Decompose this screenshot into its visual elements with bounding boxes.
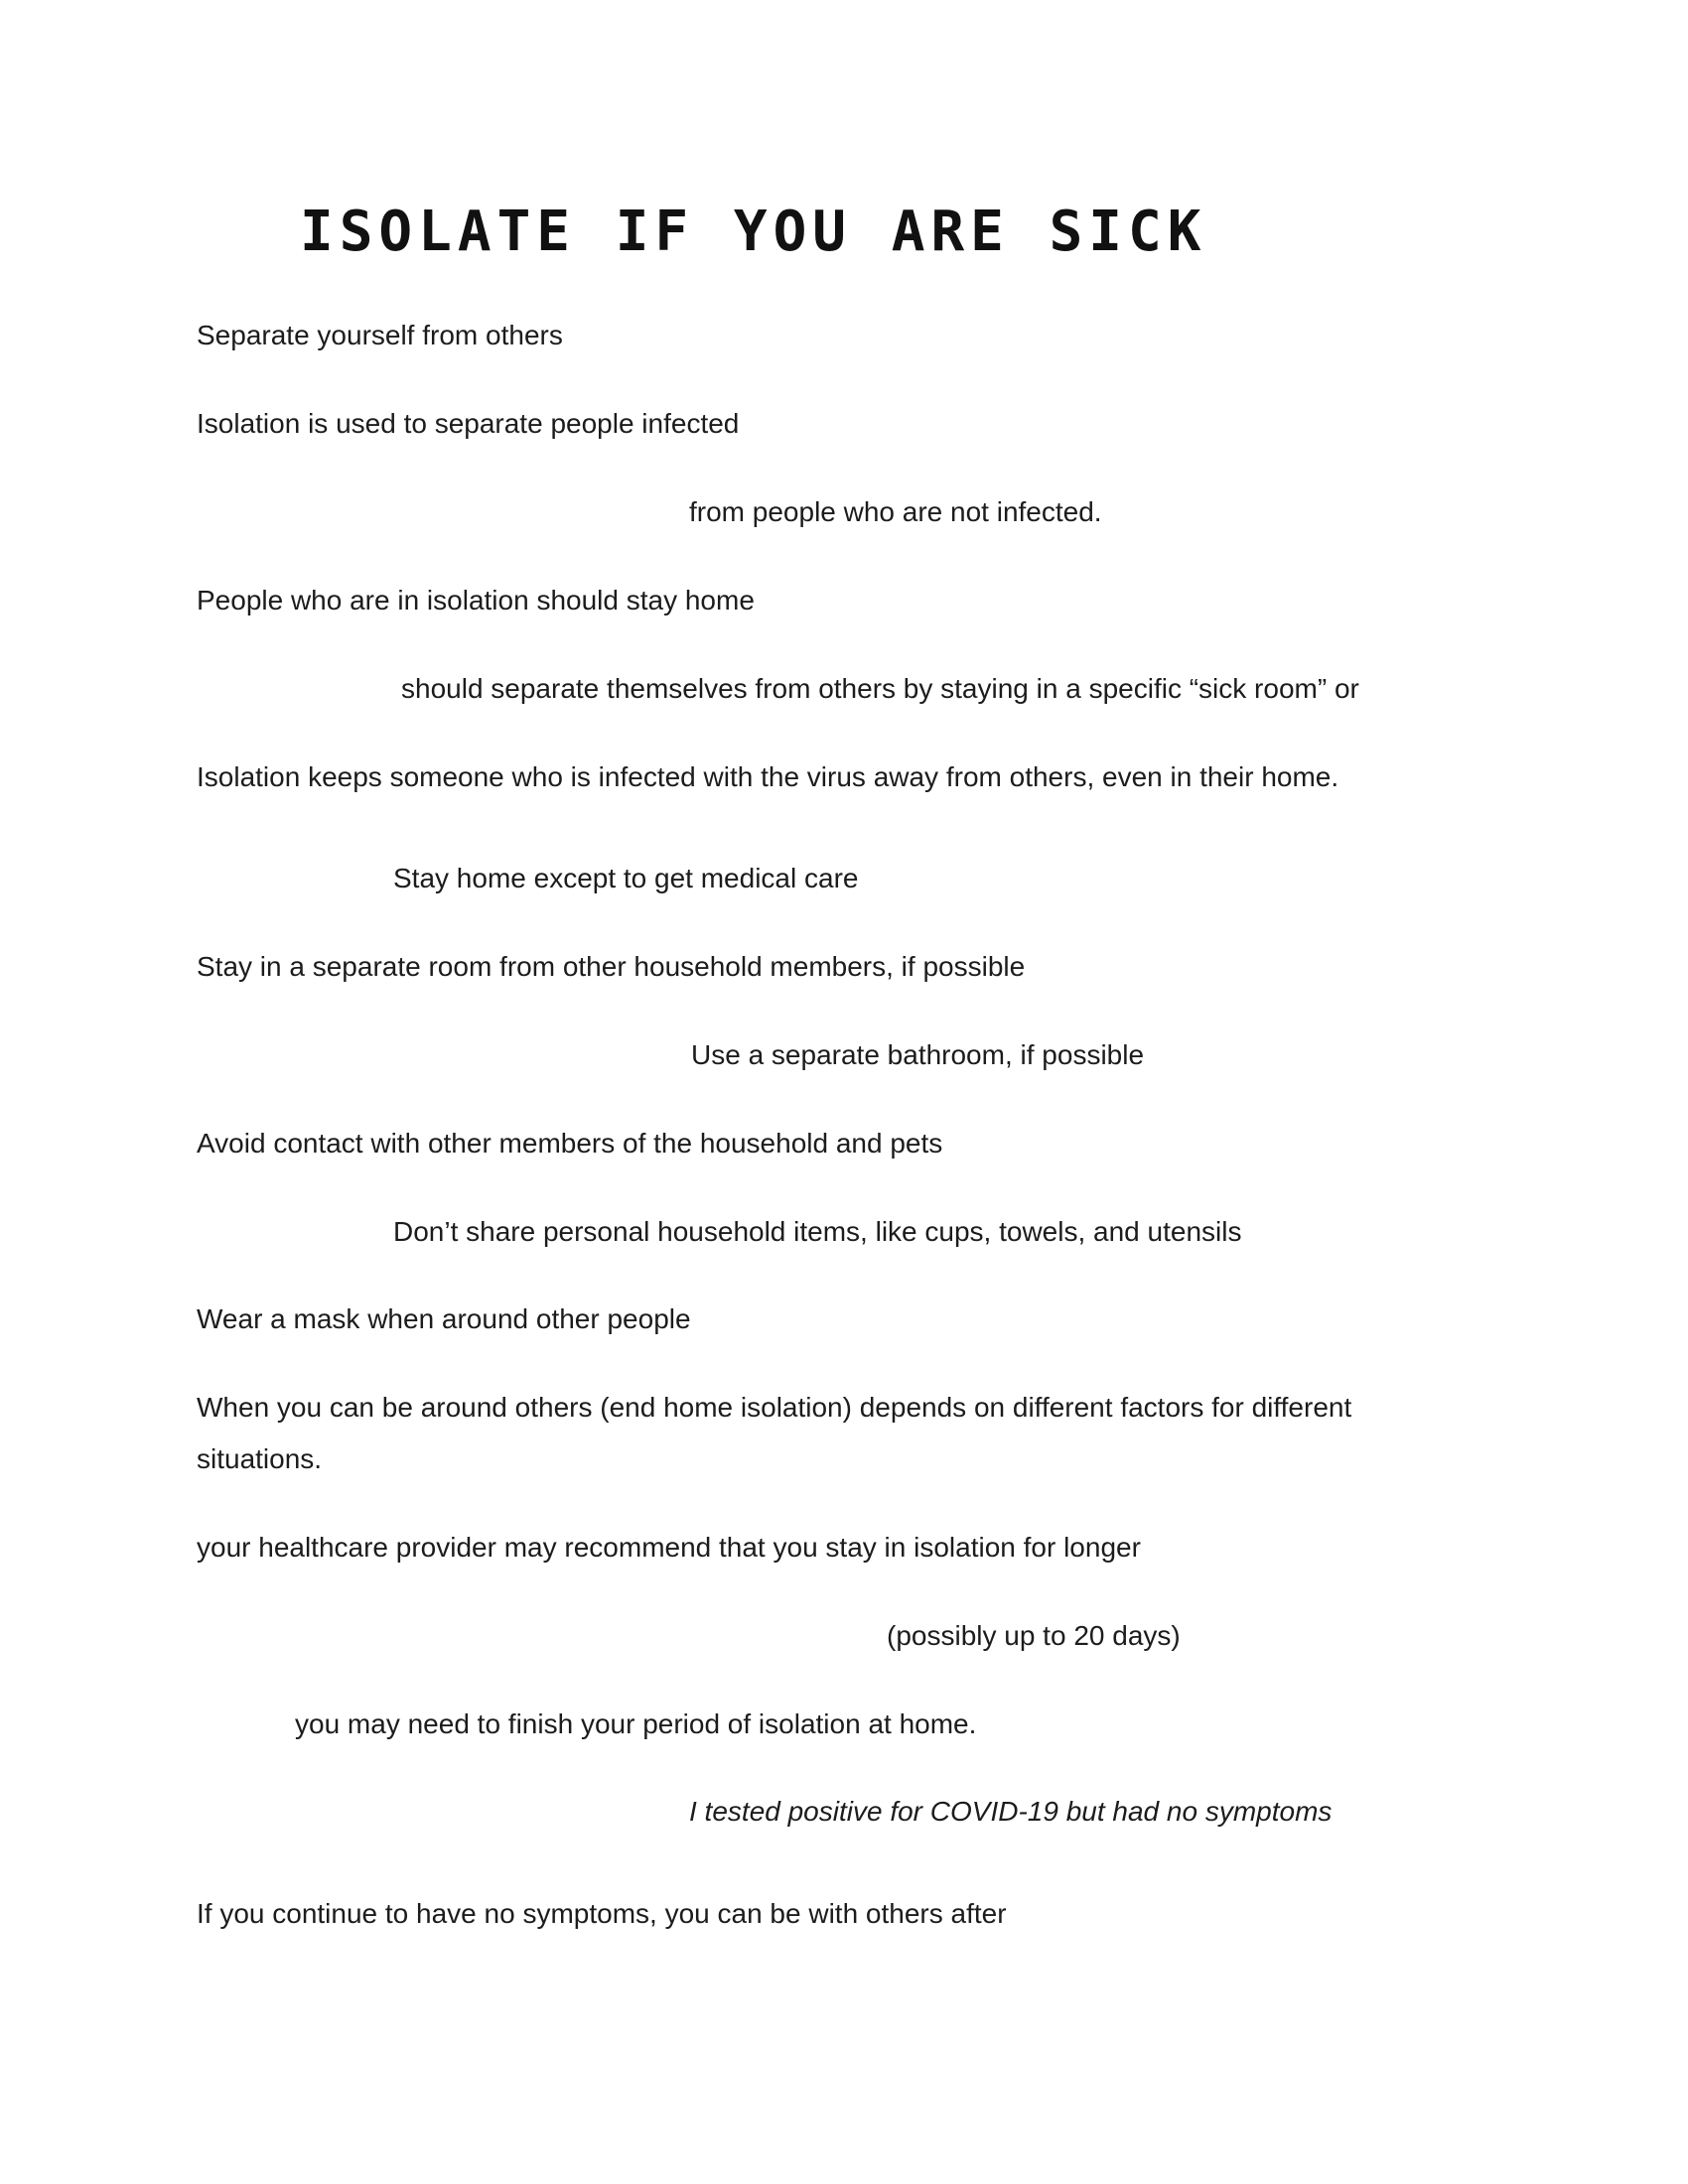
text-line: If you continue to have no symptoms, you can be with others after bbox=[197, 1898, 1007, 1929]
text-line: you may need to finish your period of isolation at home. bbox=[295, 1708, 977, 1739]
text-line: Isolation keeps someone who is infected with the virus away from others, even in their home. bbox=[197, 761, 1339, 792]
text-line: When you can be around others (end home isolation) depends on different factors for different bbox=[197, 1392, 1352, 1423]
text-line: Stay home except to get medical care bbox=[393, 863, 859, 893]
text-line: Use a separate bathroom, if possible bbox=[691, 1039, 1145, 1070]
text-line: Wear a mask when around other people bbox=[197, 1303, 691, 1334]
text-line: should separate themselves from others by staying in a specific “sick room” or bbox=[401, 673, 1359, 704]
text-line: People who are in isolation should stay home bbox=[197, 585, 755, 615]
text-line: Isolation is used to separate people infected bbox=[197, 408, 740, 439]
text-line: situations. bbox=[197, 1443, 323, 1474]
italic-heading-line: I tested positive for COVID-19 but had no symptoms bbox=[689, 1796, 1333, 1827]
text-line: Avoid contact with other members of the household and pets bbox=[197, 1128, 943, 1159]
text-line: Stay in a separate room from other household members, if possible bbox=[197, 951, 1026, 982]
text-line: Don’t share personal household items, like cups, towels, and utensils bbox=[393, 1216, 1242, 1247]
page-title: ISOLATE IF YOU ARE SICK bbox=[300, 200, 1207, 264]
text-line: from people who are not infected. bbox=[689, 496, 1102, 527]
text-line: Separate yourself from others bbox=[197, 320, 563, 350]
text-line: (possibly up to 20 days) bbox=[887, 1620, 1181, 1651]
text-line: your healthcare provider may recommend that you stay in isolation for longer bbox=[197, 1532, 1141, 1563]
